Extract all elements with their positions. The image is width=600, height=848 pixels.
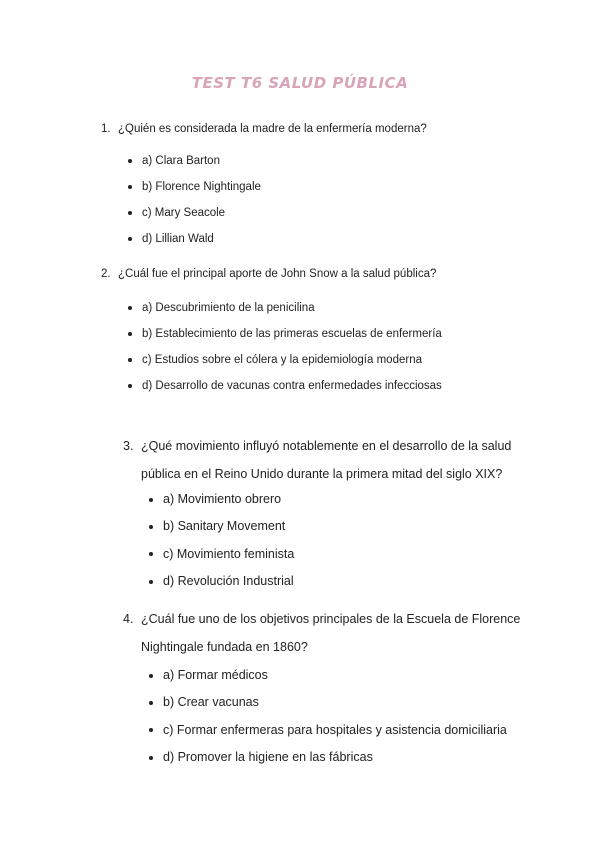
question-text: ¿Cuál fue el principal aporte de John Snow a la salud pública? <box>118 268 437 280</box>
question-1 <box>101 121 427 137</box>
bullet-icon <box>149 674 153 678</box>
question-text-line2: pública en el Reino Unido durante la primera mitad del siglo XIX? <box>141 467 503 481</box>
option-text: d) Desarrollo de vacunas contra enfermedades infecciosas <box>142 380 442 392</box>
option-item <box>149 513 294 540</box>
document-title: TEST T6 SALUD PÚBLICA <box>191 74 409 92</box>
options-list-1 <box>128 148 261 252</box>
option-text: a) Formar médicos <box>163 668 268 682</box>
option-text: b) Florence Nightingale <box>142 181 261 193</box>
question-text-line1: ¿Qué movimiento influyó notablemente en el desarrollo de la salud <box>141 439 512 453</box>
bullet-icon <box>128 159 132 163</box>
question-text-line2: Nightingale fundada en 1860? <box>141 640 308 654</box>
bullet-icon <box>149 552 153 556</box>
question-4 <box>123 605 520 661</box>
option-text: c) Estudios sobre el cólera y la epidemiología moderna <box>142 354 422 366</box>
bullet-icon <box>128 358 132 362</box>
option-text: b) Establecimiento de las primeras escuelas de enfermería <box>142 328 442 340</box>
option-item <box>149 662 507 689</box>
option-text: d) Lillian Wald <box>142 233 214 245</box>
option-text: b) Crear vacunas <box>163 695 259 710</box>
bullet-icon <box>128 306 132 310</box>
bullet-icon <box>149 728 153 732</box>
bullet-icon <box>128 237 132 241</box>
option-item <box>128 321 442 347</box>
option-text: d) Revolución Industrial <box>163 573 294 588</box>
option-item <box>149 717 507 744</box>
options-list-4 <box>149 662 507 771</box>
option-item <box>128 226 261 252</box>
question-3 <box>123 432 511 488</box>
option-text: c) Mary Seacole <box>142 207 226 219</box>
question-number: 1. <box>101 123 111 135</box>
option-item <box>128 174 261 200</box>
option-text: a) Descubrimiento de la penicilina <box>142 302 315 314</box>
option-item <box>149 744 507 771</box>
bullet-icon <box>128 332 132 336</box>
option-item <box>149 541 294 568</box>
option-text: c) Formar enfermeras para hospitales y asistencia domiciliaria <box>163 722 507 737</box>
bullet-icon <box>149 756 153 760</box>
question-number: 3. <box>123 439 134 453</box>
bullet-icon <box>149 525 153 529</box>
option-item <box>128 200 261 226</box>
bullet-icon <box>149 701 153 705</box>
option-text: d) Promover la higiene en las fábricas <box>163 749 373 764</box>
option-text: b) Sanitary Movement <box>163 519 286 534</box>
option-text: a) Clara Barton <box>142 155 220 167</box>
question-text: ¿Quién es considerada la madre de la enfermería moderna? <box>118 123 427 135</box>
bullet-icon <box>149 498 153 502</box>
option-item <box>149 689 507 716</box>
bullet-icon <box>128 185 132 189</box>
question-text-line1: ¿Cuál fue uno de los objetivos principales de la Escuela de Florence <box>141 612 521 626</box>
options-list-3 <box>149 486 294 595</box>
question-2 <box>101 266 436 282</box>
bullet-icon <box>128 211 132 215</box>
question-number: 4. <box>123 612 134 626</box>
option-item <box>128 295 442 321</box>
option-item <box>149 568 294 595</box>
question-number: 2. <box>101 268 111 280</box>
option-text: c) Movimiento feminista <box>163 546 295 561</box>
option-item <box>128 373 442 399</box>
option-item <box>149 486 294 513</box>
option-item <box>128 347 442 373</box>
options-list-2 <box>128 295 442 399</box>
bullet-icon <box>149 580 153 584</box>
bullet-icon <box>128 384 132 388</box>
option-text: a) Movimiento obrero <box>163 492 282 506</box>
option-item <box>128 148 261 174</box>
